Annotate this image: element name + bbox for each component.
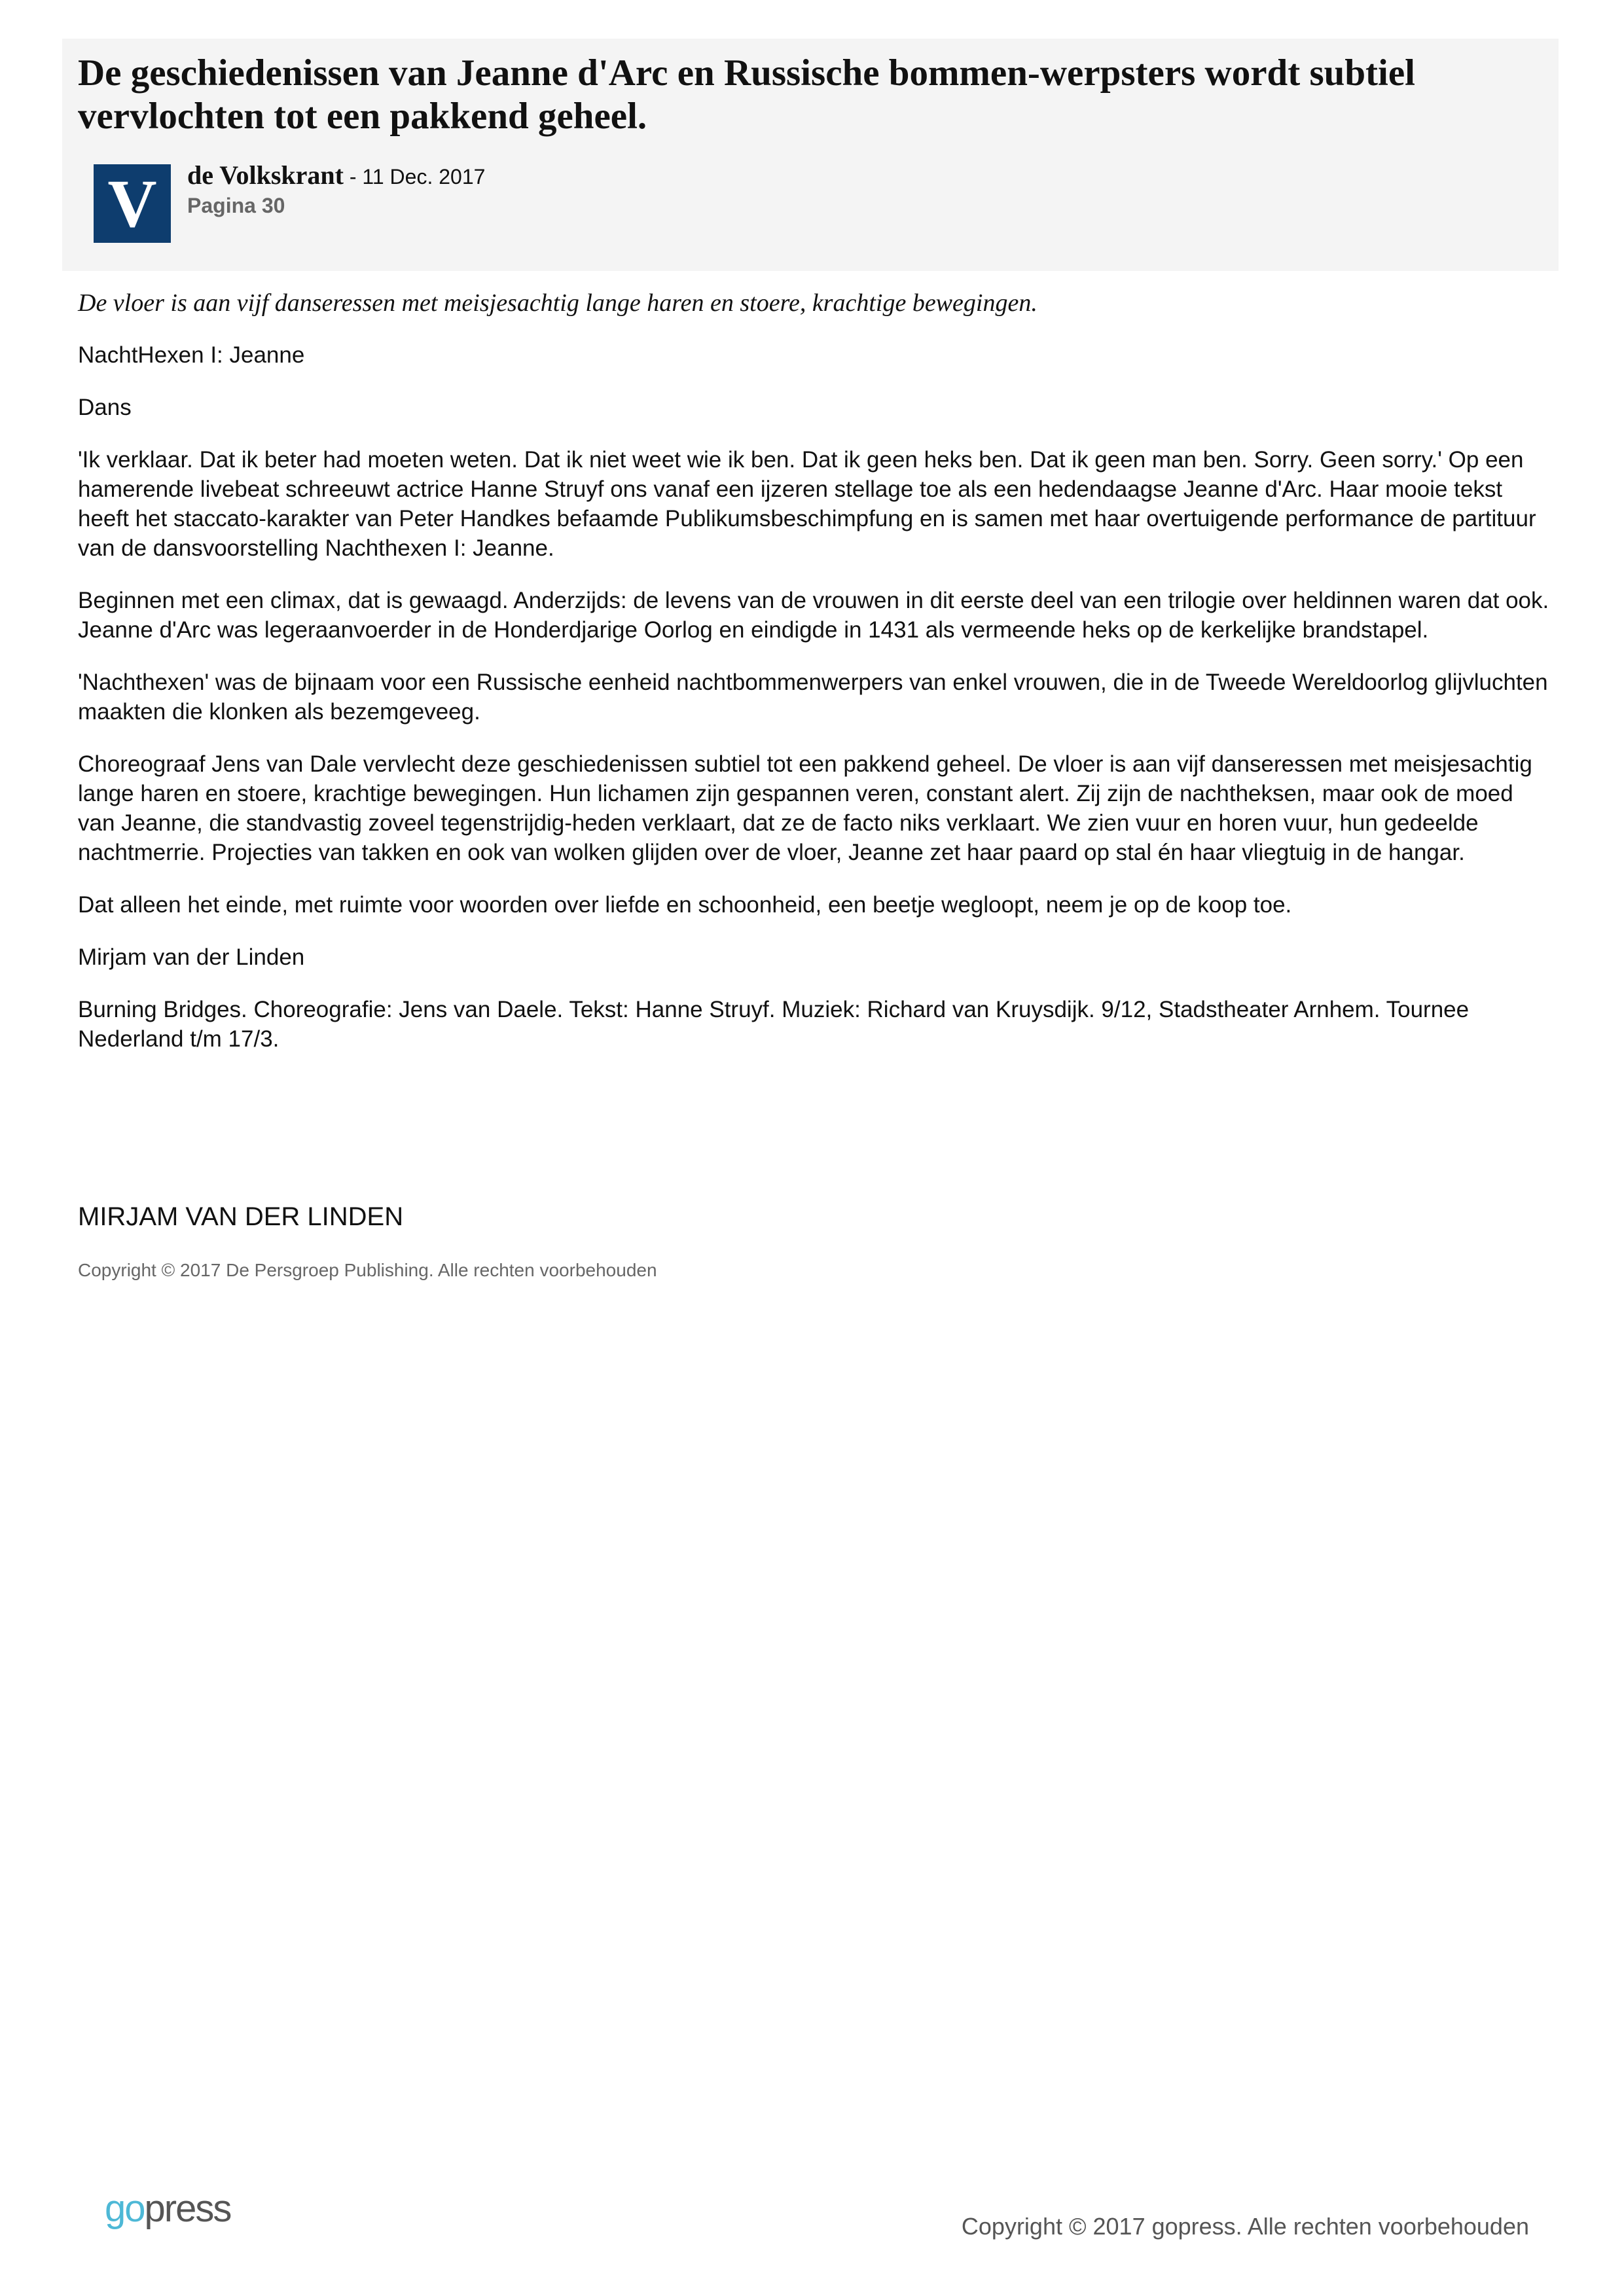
article-paragraph: Dat alleen het einde, met ruimte voor woorden over liefde en schoonheid, een beetje wegloopt, neem je op de koop toe. (78, 892, 1292, 918)
article-paragraph: Dans (78, 395, 132, 420)
article-paragraph: Burning Bridges. Choreografie: Jens van Daele. Tekst: Hanne Struyf. Muziek: Richard van Kruysdijk. 9/12, Stadstheater Arnhem. Tournee Nederland t/m 17/3. (78, 997, 1470, 1052)
author-byline: MIRJAM VAN DER LINDEN (78, 1202, 404, 1231)
article-headline: De geschiedenissen van Jeanne d'Arc en Russische bommen-werpsters wordt subtiel vervlochten tot een pakkend geheel. (78, 52, 1415, 137)
article-paragraph: 'Ik verklaar. Dat ik beter had moeten weten. Dat ik niet weet wie ik ben. Dat ik geen heks ben. Dat ik geen man ben. Sorry. Geen sorry.' Op een hamerende livebeat schreeuwt actrice Hanne Struyf ons vanaf een ijzeren stellage toe als een hedendaagse Jeanne d'Arc. Haar mooie tekst heeft het staccato-karakter van Peter Handkes befaamde Publikumsbeschimpfung en is samen met haar overtuigende performance de partituur van de dansvoorstelling Nachthexen I: Jeanne. (78, 447, 1536, 561)
article-lead: De vloer is aan vijf danseressen met meisjesachtig lange haren en stoere, krachtige bewegingen. (78, 289, 1038, 317)
footer-copyright: Copyright © 2017 gopress. Alle rechten voorbehouden (961, 2213, 1529, 2240)
article-paragraph: 'Nachthexen' was de bijnaam voor een Russische eenheid nachtbommenwerpers van enkel vrouwen, die in de Tweede Wereldoorlog glijvluchten maakten die klonken als bezemgeveeg. (78, 670, 1548, 725)
article-paragraph: Beginnen met een climax, dat is gewaagd. Anderzijds: de levens van de vrouwen in dit eerste deel van een trilogie over heldinnen waren dat ook. Jeanne d'Arc was legeraanvoerder in de Honderdjarige Oorlog en eindigde in 1431 als vermeende heks op de kerkelijke brandstapel. (78, 588, 1549, 643)
source-line (187, 160, 485, 190)
page-number: Pagina 30 (187, 194, 285, 217)
gopress-logo (105, 2187, 231, 2230)
publisher-copyright: Copyright © 2017 De Persgroep Publishing. Alle rechten voorbehouden (78, 1260, 657, 1280)
article-paragraph: Choreograaf Jens van Dale vervlecht deze geschiedenissen subtiel tot een pakkend geheel. De vloer is aan vijf danseressen met meisjesachtig lange haren en stoere, krachtige bewegingen. Hun lichamen zijn gespannen veren, constant alert. Zij zijn de nachtheksen, maar ook de moed van Jeanne, die standvastig zoveel tegenstrijdig-heden verklaart, dat ze de facto niks verklaart. We zien vuur en horen vuur, hun gedeelde nachtmerrie. Projecties van takken en ook van wolken glijden over de vloer, Jeanne zet haar paard op stal én haar vliegtuig in de hangar. (78, 751, 1532, 865)
article-header (62, 39, 1559, 271)
volkskrant-logo: V (94, 164, 171, 243)
article-body (78, 288, 1551, 1077)
source-name: de Volkskrant (187, 160, 344, 190)
article-paragraph: Mirjam van der Linden (78, 944, 305, 970)
article-paragraph: NachtHexen I: Jeanne (78, 342, 305, 368)
publication-date: - 11 Dec. 2017 (343, 165, 486, 188)
gopress-logo-press: press (144, 2187, 231, 2230)
gopress-logo-go: go (105, 2187, 145, 2230)
